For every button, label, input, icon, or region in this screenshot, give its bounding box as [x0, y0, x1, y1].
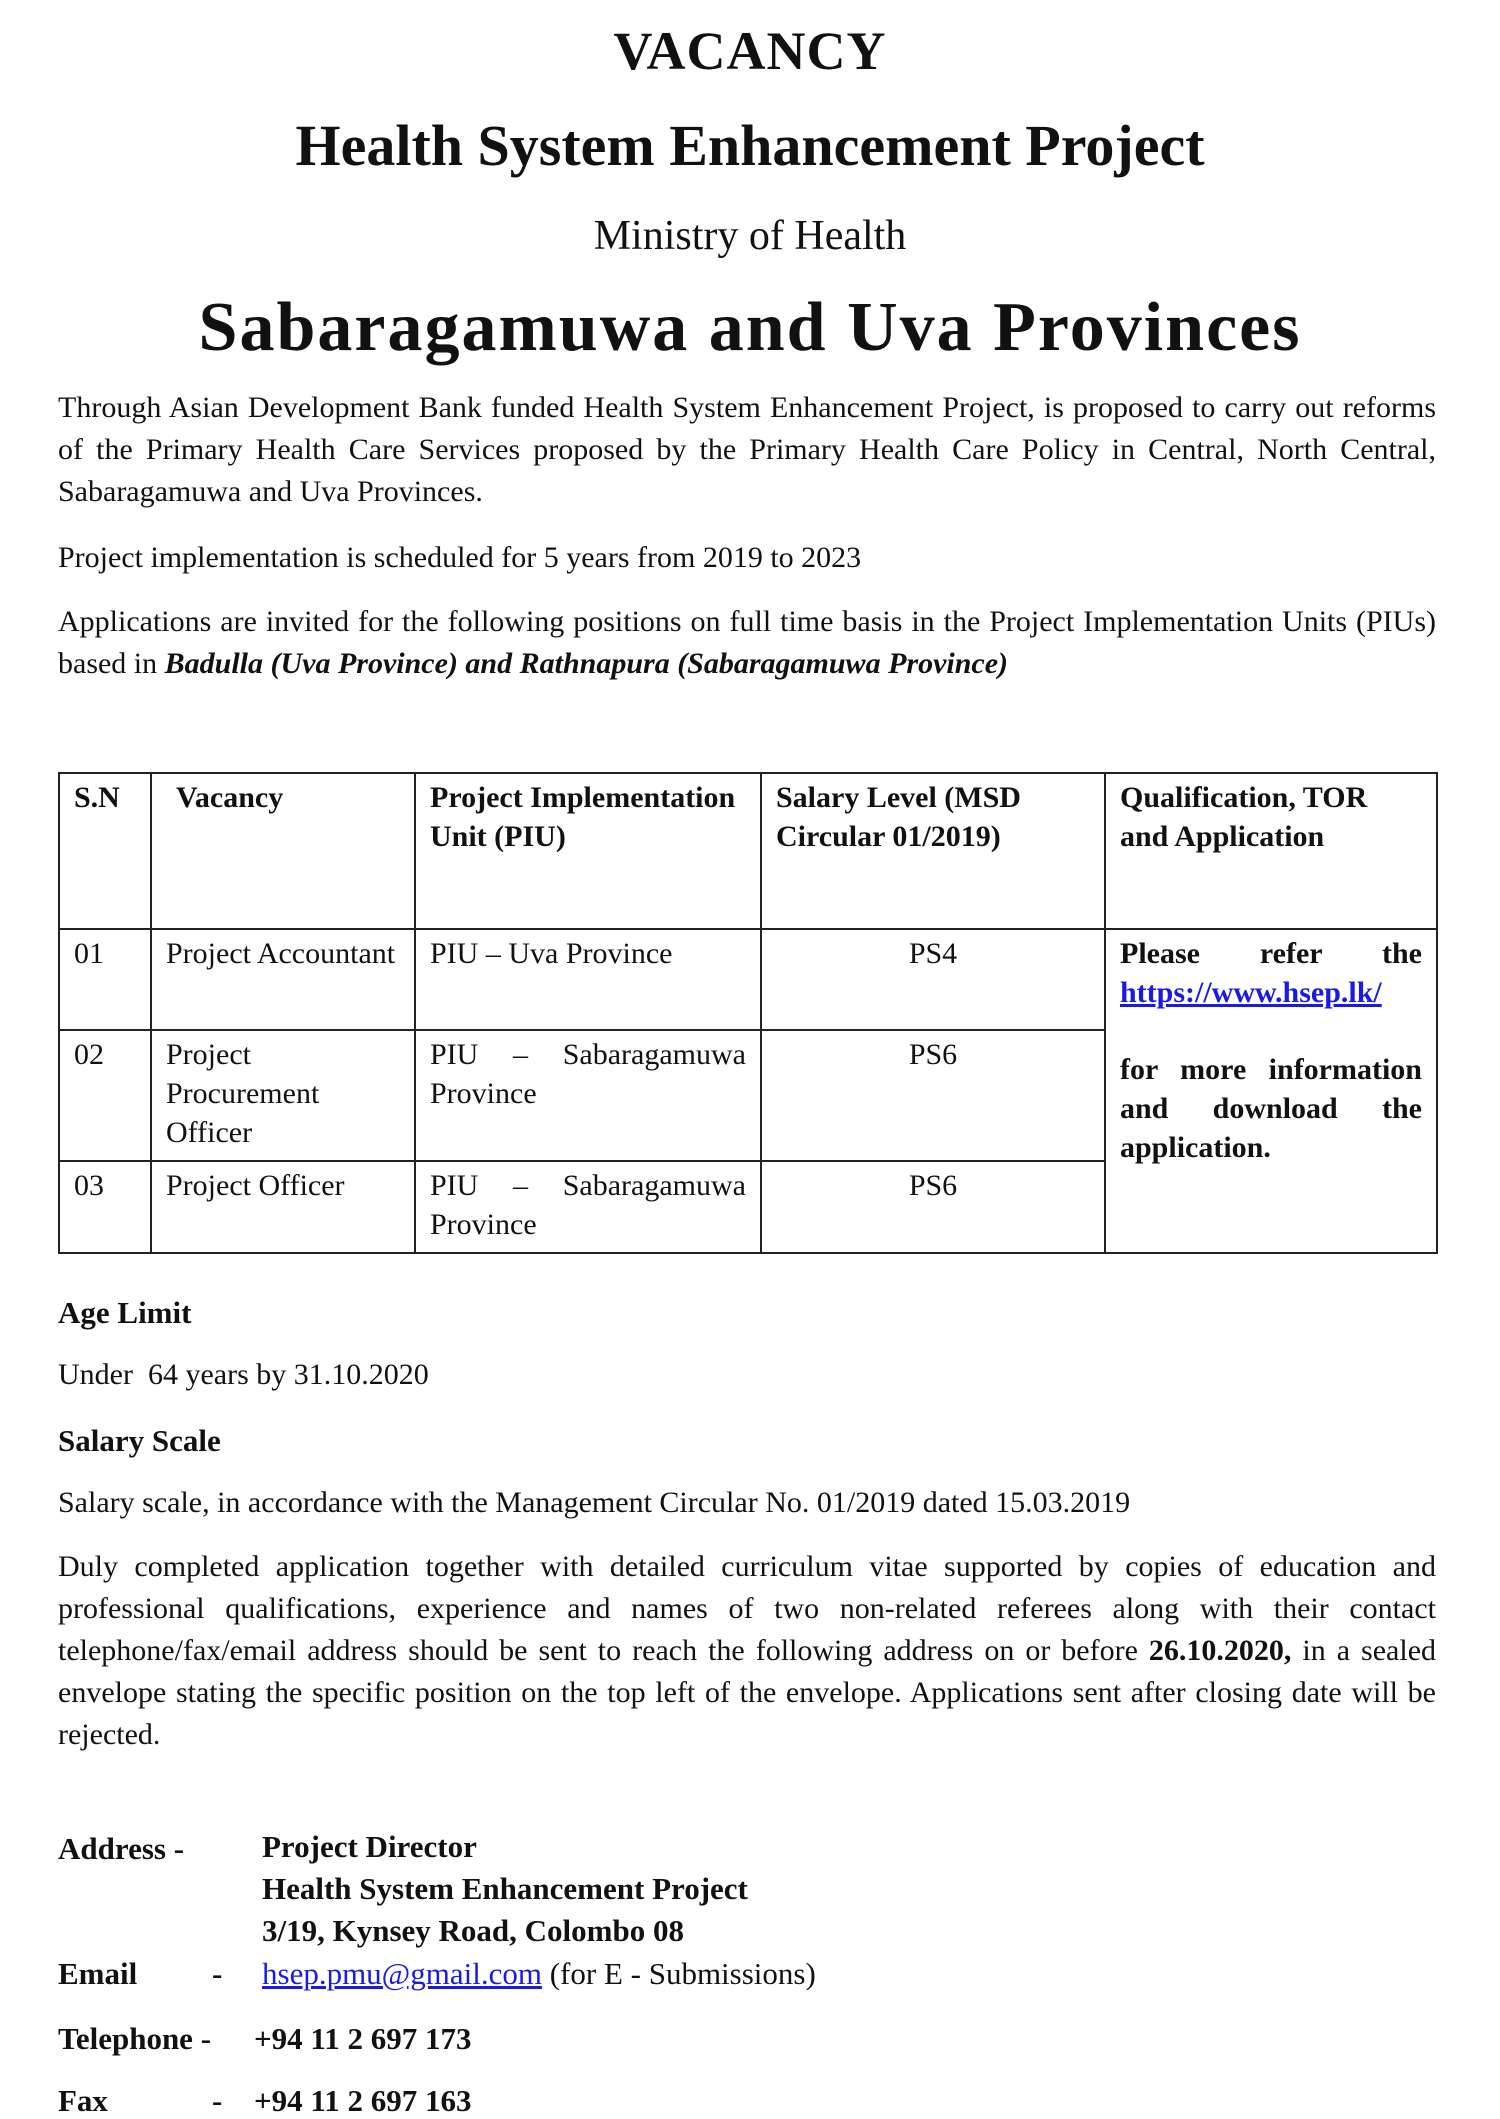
address-label: Address - [58, 1831, 185, 1866]
row-salary: PS4 [761, 929, 1105, 1030]
age-limit-heading: Age Limit [58, 1295, 192, 1330]
row-sn: 01 [59, 929, 151, 1030]
telephone-number: +94 11 2 697 173 [254, 2021, 472, 2056]
row-piu: PIU – Sabaragamuwa Province [415, 1161, 761, 1253]
qualification-tail: for more information and download the application. [1120, 1053, 1422, 1164]
email-line [262, 1956, 816, 1992]
submission-text: Duly completed application together with detailed curriculum vitae supported by copies of education and professional qualifications, experience and names of two non-related referees along with their contact telephone/fax/email address should be sent to reach the following address on or before [58, 1550, 1436, 1667]
row-sn: 03 [59, 1161, 151, 1253]
address-block [262, 1826, 748, 1952]
applications-invited-text: Applications are invited for the following positions on full time basis in the Project Implementation Units (PIUs) based in [58, 605, 1436, 680]
fax-label: Fax [58, 2083, 108, 2118]
row-piu: PIU – Uva Province [415, 929, 761, 1030]
row-sn: 02 [59, 1030, 151, 1161]
email-dash: - [212, 1956, 223, 1991]
table-header-row [59, 773, 1437, 929]
row-vacancy: Project Officer [151, 1161, 415, 1253]
intro-paragraph: Through Asian Development Bank funded Health System Enhancement Project, is proposed to carry out reforms of the Primary Health Care Services proposed by the Primary Health Care Policy in Central, North Central, Sabaragamuwa and Uva Provinces. [58, 391, 1436, 508]
table-row [59, 929, 1437, 1030]
salary-scale-text: Salary scale, in accordance with the Management Circular No. 01/2019 dated 15.03.2019 [58, 1486, 1131, 1519]
address-line: Health System Enhancement Project [262, 1871, 748, 1906]
email-note: (for E - Submissions) [549, 1956, 816, 1991]
address-line: 3/19, Kynsey Road, Colombo 08 [262, 1913, 684, 1948]
row-salary: PS6 [761, 1030, 1105, 1161]
applications-invited-paragraph [58, 601, 1436, 685]
submission-paragraph [58, 1546, 1436, 1756]
row-vacancy: Project Accountant [151, 929, 415, 1030]
salary-scale-heading: Salary Scale [58, 1423, 221, 1458]
provinces-title: Sabaragamuwa and Uva Provinces [198, 289, 1302, 366]
vacancy-table [58, 772, 1438, 1254]
fax-dash: - [212, 2083, 223, 2118]
header-salary-level: Salary Level (MSD Circular 01/2019) [761, 773, 1105, 929]
row-salary: PS6 [761, 1161, 1105, 1253]
ministry-subtitle: Ministry of Health [593, 213, 907, 259]
row-vacancy: Project Procurement Officer [151, 1030, 415, 1161]
submission-text-after: in a sealed envelope stating the specific position on the top left of the envelope. Applications sent after closing date will be rejected. [58, 1634, 1437, 1751]
telephone-label: Telephone - [58, 2021, 212, 2056]
implementation-schedule: Project implementation is scheduled for 5 years from 2019 to 2023 [58, 541, 862, 574]
hsep-website-link[interactable]: https://www.hsep.lk/ [1120, 976, 1382, 1009]
qualification-lead: Please refer the [1120, 937, 1422, 970]
header-vacancy: Vacancy [151, 773, 415, 929]
vacancy-title: VACANCY [613, 21, 887, 81]
piu-locations: Badulla (Uva Province) and Rathnapura (Sabaragamuwa Province) [164, 647, 1009, 680]
email-label: Email [58, 1956, 138, 1991]
qualification-cell [1105, 929, 1437, 1253]
email-link[interactable]: hsep.pmu@gmail.com [262, 1956, 542, 1991]
closing-date: 26.10.2020, [1148, 1634, 1292, 1667]
project-title: Health System Enhancement Project [295, 113, 1205, 178]
address-line: Project Director [262, 1829, 477, 1864]
header-sn: S.N [59, 773, 151, 929]
fax-number: +94 11 2 697 163 [254, 2083, 472, 2118]
header-qualification: Qualification, TOR and Application [1105, 773, 1437, 929]
age-limit-text: Under 64 years by 31.10.2020 [58, 1358, 429, 1391]
header-piu: Project Implementation Unit (PIU) [415, 773, 761, 929]
row-piu: PIU – Sabaragamuwa Province [415, 1030, 761, 1161]
